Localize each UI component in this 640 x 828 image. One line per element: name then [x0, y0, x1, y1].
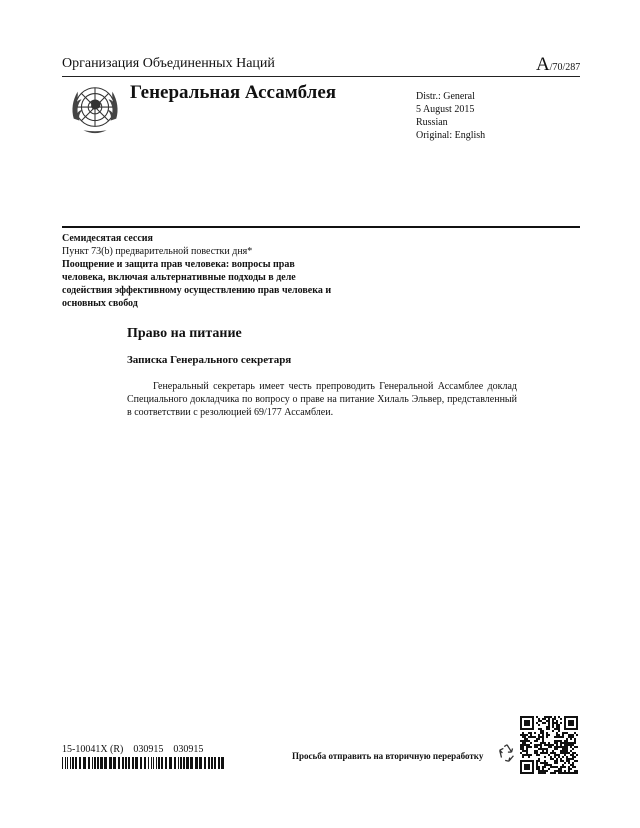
header-rule [62, 76, 580, 77]
un-emblem-icon [66, 80, 124, 138]
language-line: Russian [416, 117, 448, 128]
document-symbol [536, 54, 580, 76]
section-rule [62, 226, 580, 228]
body-paragraph: Генеральный секретарь имеет честь препроводить Генеральной Ассамблее доклад Специального докладчика по вопросу о праве на питание Хилаль Эльвер, представленный в соответствии с резолюцией 69/177 Ассамблеи. [127, 381, 517, 418]
organization-name: Организация Объединенных Наций [62, 56, 275, 71]
recycle-icon [496, 742, 518, 764]
symbol-letter: A [536, 54, 550, 75]
distribution-line: Distr.: General [416, 91, 475, 102]
qr-code-icon [520, 716, 578, 774]
job-number: 15-10041X (R) 030915 030915 [62, 744, 204, 755]
recycle-note: Просьба отправить на вторичную переработку [292, 751, 484, 761]
barcode-icon [62, 757, 226, 769]
document-subtitle: Записка Генерального секретаря [127, 354, 292, 366]
original-language-line: Original: English [416, 130, 486, 141]
agenda-topic: Поощрение и защита прав человека: вопросы прав человека, включая альтернативные подходы в деле содействия эффективному осуществлению прав человека и основных свобод [62, 259, 332, 309]
document-title: Право на питание [127, 326, 242, 341]
distribution-block [416, 90, 485, 142]
date-line: 5 August 2015 [416, 104, 475, 115]
session-label: Семидесятая сессия [62, 233, 153, 244]
symbol-number: /70/287 [549, 62, 581, 73]
body-name: Генеральная Ассамблея [130, 82, 337, 103]
agenda-block [62, 232, 332, 310]
agenda-item: Пункт 73(b) предварительной повестки дня* [62, 246, 253, 257]
